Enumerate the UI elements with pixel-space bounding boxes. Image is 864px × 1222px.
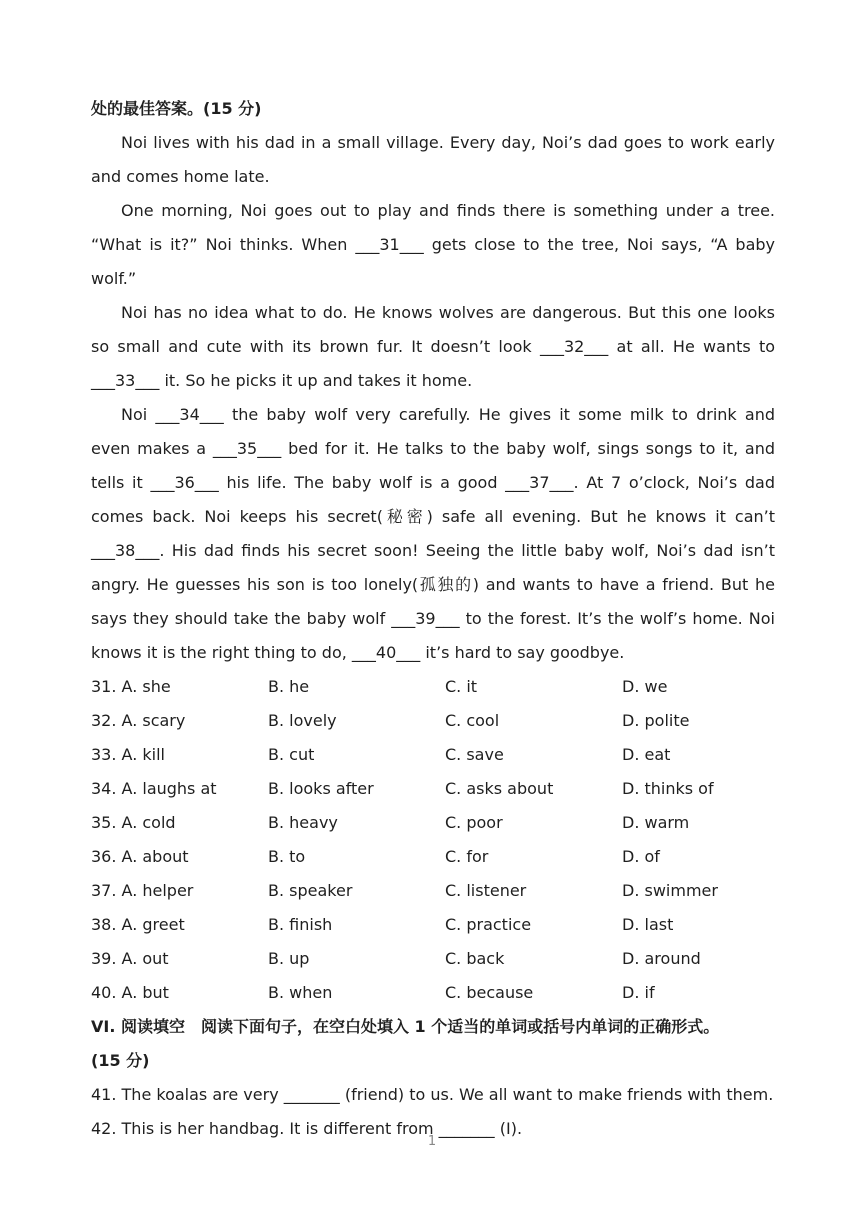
section5-heading-tail: 处的最佳答案。(15 分): [91, 99, 262, 118]
option-row-39: [91, 942, 775, 976]
option-d: D. swimmer: [622, 881, 718, 900]
fill-in-question: 42. This is her handbag. It is different from _______ (I).: [91, 1119, 523, 1138]
option-row-34: [91, 772, 775, 806]
option-b: B. up: [268, 949, 310, 968]
option-b: B. speaker: [268, 881, 353, 900]
option-c: C. poor: [445, 813, 503, 832]
option-d: D. eat: [622, 745, 671, 764]
option-a: 33. A. kill: [91, 745, 165, 764]
section6-heading-score: (15 分): [91, 1051, 150, 1070]
fill-in-question: 41. The koalas are very _______ (friend) to us. We all want to make friends with them.: [91, 1085, 774, 1104]
option-d: D. polite: [622, 711, 690, 730]
option-c: C. it: [445, 677, 478, 696]
option-c: C. because: [445, 983, 534, 1002]
option-a: 34. A. laughs at: [91, 779, 217, 798]
option-row-37: [91, 874, 775, 908]
passage-paragraph: Noi lives with his dad in a small village. Every day, Noi’s dad goes to work early and comes home late.: [91, 133, 775, 186]
answer-options: [91, 670, 775, 1010]
option-a: 31. A. she: [91, 677, 171, 696]
option-row-33: [91, 738, 775, 772]
option-a: 37. A. helper: [91, 881, 194, 900]
option-a: 39. A. out: [91, 949, 169, 968]
option-b: B. heavy: [268, 813, 338, 832]
option-row-35: [91, 806, 775, 840]
option-d: D. if: [622, 983, 655, 1002]
option-b: B. finish: [268, 915, 333, 934]
option-c: C. asks about: [445, 779, 554, 798]
option-row-36: [91, 840, 775, 874]
option-b: B. lovely: [268, 711, 337, 730]
option-a: 36. A. about: [91, 847, 189, 866]
option-d: D. of: [622, 847, 660, 866]
option-row-38: [91, 908, 775, 942]
section6-heading: VI. 阅读填空 阅读下面句子，在空白处填入 1 个适当的单词或括号内单词的正确形式。: [91, 1017, 720, 1036]
option-b: B. looks after: [268, 779, 374, 798]
option-a: 40. A. but: [91, 983, 169, 1002]
option-d: D. last: [622, 915, 674, 934]
option-row-32: [91, 704, 775, 738]
page-number: 1: [427, 1134, 437, 1149]
option-d: D. we: [622, 677, 668, 696]
passage-paragraph: One morning, Noi goes out to play and finds there is something under a tree. “What is it?” Noi thinks. When ___31___ gets close to the tree, Noi says, “A baby wolf.”: [91, 201, 775, 288]
option-row-31: [91, 670, 775, 704]
option-c: C. for: [445, 847, 489, 866]
worksheet-page: [91, 92, 775, 1146]
option-b: B. he: [268, 677, 310, 696]
cloze-passage: [91, 126, 775, 670]
option-c: C. save: [445, 745, 504, 764]
option-a: 38. A. greet: [91, 915, 185, 934]
option-d: D. around: [622, 949, 701, 968]
option-c: C. cool: [445, 711, 500, 730]
option-b: B. cut: [268, 745, 315, 764]
option-b: B. when: [268, 983, 333, 1002]
option-c: C. back: [445, 949, 505, 968]
option-row-40: [91, 976, 775, 1010]
passage-paragraph: Noi has no idea what to do. He knows wolves are dangerous. But this one looks so small and cute with its brown fur. It doesn’t look ___32___ at all. He wants to ___33___ it. So he picks it up and takes it home.: [91, 303, 775, 390]
option-b: B. to: [268, 847, 306, 866]
passage-paragraph: Noi ___34___ the baby wolf very carefully. He gives it some milk to drink and even makes a ___35___ bed for it. He talks to the baby wolf, sings songs to it, and tells it ___36___ his life. The baby wolf is a good ___37___. At 7 o’clock, Noi’s dad comes back. Noi keeps his secret(秘密) safe all evening. But he knows it can’t ___38___. His dad finds his secret soon! Seeing the little baby wolf, Noi’s dad isn’t angry. He guesses his son is too lonely(孤独的) and wants to have a friend. But he says they should take the baby wolf ___39___ to the forest. It’s the wolf’s home. Noi knows it is the right thing to do, ___40___ it’s hard to say goodbye.: [91, 405, 775, 662]
option-c: C. listener: [445, 881, 527, 900]
option-d: D. warm: [622, 813, 690, 832]
option-c: C. practice: [445, 915, 532, 934]
option-d: D. thinks of: [622, 779, 714, 798]
option-a: 35. A. cold: [91, 813, 176, 832]
option-a: 32. A. scary: [91, 711, 186, 730]
